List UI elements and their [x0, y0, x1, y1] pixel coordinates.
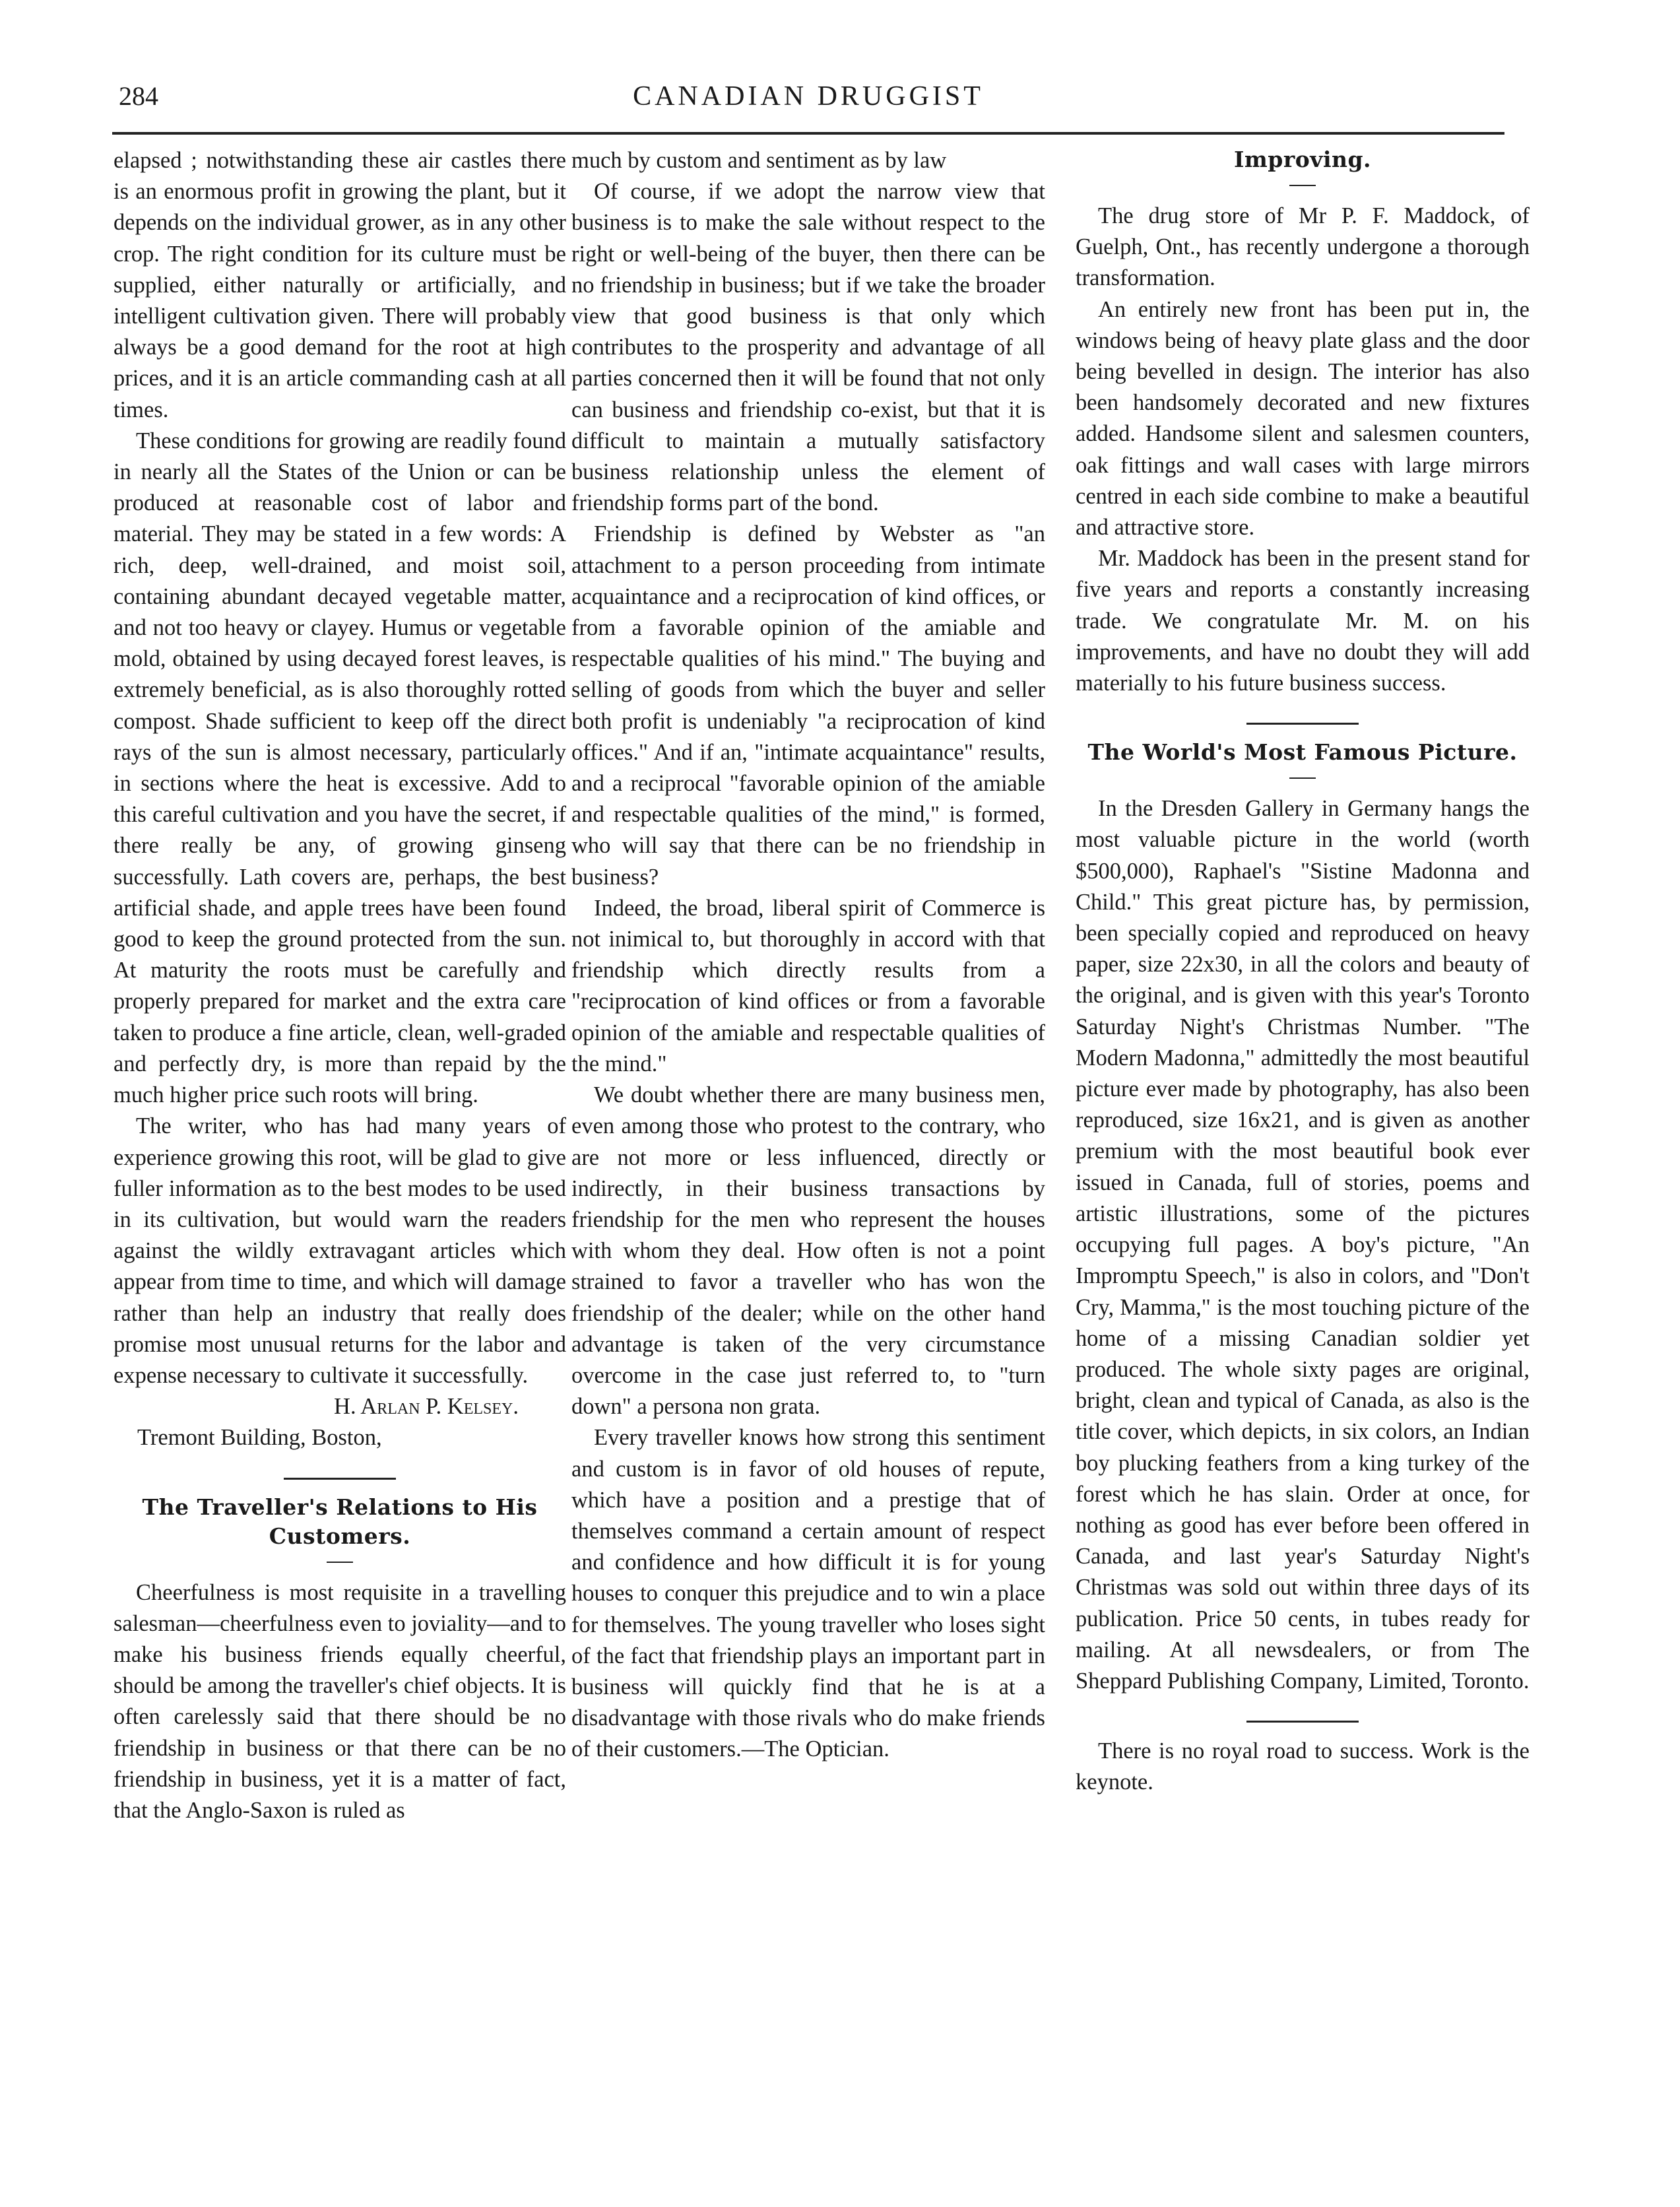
- author-address: Tremont Building, Boston,: [137, 1425, 382, 1451]
- title-dash: [1289, 777, 1316, 779]
- paragraph: Friendship is defined by Webster as "an attachment to a person proceeding from intimate acquaintance and a reciprocation of kind offices, or from a favorable opinion of the amiable and respectable qualities of his mind." The buying and selling of goods from which the buyer and seller both profit is undeniably "a reciprocation of kind offices." And if an, "intimate acquaintance" results, and a reciprocal "favorable opinion of the amiable and respectable qualities of the mind," is formed, who will say that there can be no friendship in business?: [571, 521, 1045, 890]
- paragraph: Cheerfulness is most requisite in a travelling salesman—cheerfulness even to joviality—and to make his business friends equally cheerful, should be among the traveller's chief objects. It is often carelessly said that there should be no friendship in business or that there can be no friendship in business, yet it is a matter of fact, that the Anglo-Saxon is ruled as: [113, 1579, 566, 1823]
- column-3: [1076, 145, 1530, 1798]
- article-title: The World's Most Famous Picture.: [1087, 739, 1518, 766]
- header-rule: [112, 132, 1504, 135]
- paragraph: In the Dresden Gallery in Germany hangs the most valuable picture in the world (worth $500,000), Raphael's "Sistine Madonna and Child." This great picture has, by permission, been specially copied and reproduced on heavy paper, size 22x30, in all the colors and beauty of the original, and is given with this year's Toronto Saturday Night's Christmas Number. "The Modern Madonna," admittedly the most beautiful picture ever made by photography, has also been reproduced, size 16x21, and is given as another premium with the most beautiful book ever issued in Canada, full of stories, poems and artistic illustrations, some of the pictures occupying full pages. A boy's picture, "An Impromptu Speech," is also in colors, and "Don't Cry, Mamma," is the most touching picture of the home of a missing Canadian soldier yet produced. The whole sixty pages are original, bright, clean and typical of Canada, as also is the title cover, which depicts, in six colors, an Indian boy plucking feathers from a king turkey of the forest which he has slain. Order at once, for nothing as good has ever before been offered in Canada, and last year's Saturday Night's Christmas was sold out within three days of its publication. Price 50 cents, in tubes ready for mailing. At all newsdealers, or from The Sheppard Publishing Company, Limited, Toronto.: [1076, 796, 1530, 1694]
- running-title: CANADIAN DRUGGIST: [633, 81, 984, 112]
- closing-note: There is no royal road to success. Work is the keynote.: [1076, 1738, 1530, 1795]
- section-divider: [1246, 723, 1359, 725]
- title-dash: [327, 1562, 353, 1563]
- column-1: [113, 145, 566, 1826]
- paragraph: Mr. Maddock has been in the present stand for five years and reports a constantly increasing trade. We congratulate Mr. M. on his improvements, and have no doubt they will add materially to his future business success.: [1076, 546, 1530, 696]
- section-divider: [1246, 1721, 1359, 1723]
- column-2: [571, 145, 1045, 1765]
- paragraph: The writer, who has had many years of experience growing this root, will be glad to give fuller information as to the best modes to be used in its cultivation, but would warn the readers against the wildly extravagant articles which appear from time to time, and which will damage rather than help an industry that really does promise most unusual returns for the labor and expense necessary to cultivate it successfully.: [113, 1113, 566, 1388]
- page-number: 284: [119, 81, 158, 111]
- paragraph: Every traveller knows how strong this sentiment and custom is in favor of old houses of repute, which have a position and a prestige that of themselves command a certain amount of respect and confidence and how difficult it is for young houses to conquer this prejudice and to win a place for themselves. The young traveller who loses sight of the fact that friendship plays an important part in business will quickly find that he is at a disadvantage with those rivals who do make friends of their customers.—The Optician.: [571, 1425, 1045, 1762]
- paragraph: These conditions for growing are readily found in nearly all the States of the Union or can be produced at reasonable cost of labor and material. They may be stated in a few words: A rich, deep, well-drained, and moist soil, containing abundant decayed vegetable matter, and not too heavy or clayey. Humus or vegetable mold, obtained by using decayed forest leaves, is extremely beneficial, as is also thoroughly rotted compost. Shade sufficient to keep off the direct rays of the sun is almost necessary, particularly in sections where the heat is excessive. Add to this careful cultivation and you have the secret, if there really be any, of growing ginseng successfully. Lath covers are, perhaps, the best artificial shade, and apple trees have been found good to keep the ground protected from the sun. At maturity the roots must be carefully and properly prepared for market and the extra care taken to produce a fine article, clean, well-graded and perfectly dry, is more than repaid by the much higher price such roots will bring.: [113, 428, 566, 1108]
- page-header: [112, 81, 1504, 127]
- paragraph: much by custom and sentiment as by law: [571, 148, 947, 173]
- paragraph: An entirely new front has been put in, the windows being of heavy plate glass and the door being bevelled in design. The interior has also been handsomely decorated and new fixtures added. Handsome silent and salesmen counters, oak fittings and wall cases with large mirrors centred in each side combine to make a beautiful and attractive store.: [1076, 296, 1530, 541]
- section-divider: [284, 1478, 396, 1480]
- author-signature: H. Arlan P. Kelsey.: [334, 1394, 519, 1420]
- paragraph: We doubt whether there are many business men, even among those who protest to the contrary, who are not more or less influenced, directly or indirectly, in their business transactions by friendship for the men who represent the houses with whom they deal. How often is not a point strained to favor a traveller who has won the friendship of the dealer; while on the other hand advantage is taken of the very circumstance overcome in the case just referred to, to "turn down" a persona non grata.: [571, 1082, 1045, 1420]
- paragraph: The drug store of Mr P. F. Maddock, of Guelph, Ont., has recently undergone a thorough transformation.: [1076, 203, 1530, 291]
- paragraph: Of course, if we adopt the narrow view that business is to make the sale without respect to the right or well-being of the buyer, then there can be no friendship in business; but if we take the broader view that good business is that only which contributes to the prosperity and advantage of all parties concerned then it will be found that not only can business and friendship co-exist, but that it is difficult to maintain a mutually satisfactory business relationship unless the element of friendship forms part of the bond.: [571, 179, 1045, 516]
- title-dash: [1289, 185, 1316, 186]
- article-title: The Traveller's Relations to His Customers.: [142, 1494, 538, 1549]
- article-title: Improving.: [1233, 147, 1372, 172]
- paragraph: elapsed ; notwithstanding these air castles there is an enormous profit in growing the plant, but it depends on the individual grower, as in any other crop. The right condition for its culture must be supplied, either naturally or artificially, and intelligent cultivation given. There will probably always be a good demand for the root at high prices, and it is an article commanding cash at all times.: [113, 148, 566, 422]
- paragraph: Indeed, the broad, liberal spirit of Commerce is not inimical to, but thoroughly in accord with that friendship which directly results from a "reciprocation of kind offices or from a favorable opinion of the amiable and respectable qualities of the mind.": [571, 895, 1045, 1076]
